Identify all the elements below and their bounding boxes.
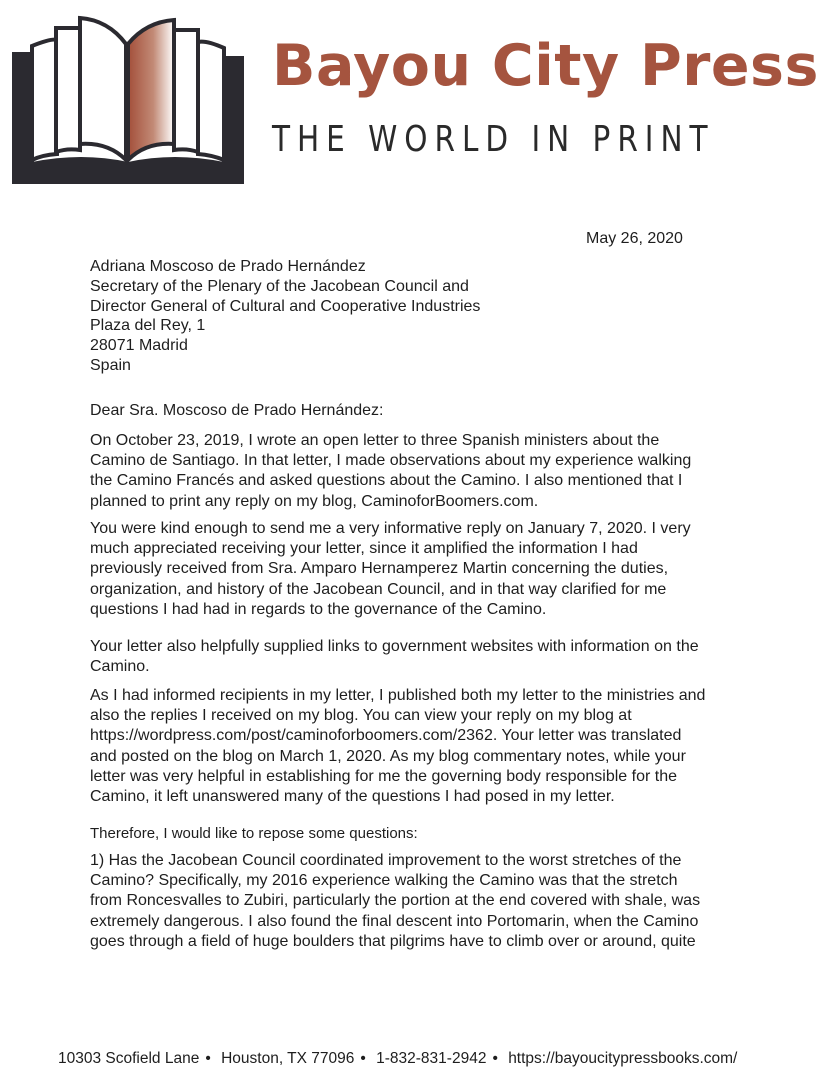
question-1: [90, 851, 750, 952]
footer-city: Houston, TX 77096: [221, 1050, 355, 1067]
text-line: from Roncesvalles to Zubiri, particularly the portion at the end covered with shale, was: [90, 892, 701, 910]
bullet-separator: •: [492, 1050, 498, 1067]
text-line: previously received from Sra. Amparo Hernamperez Martin concerning the duties,: [90, 560, 669, 578]
recipient-address: [90, 257, 480, 376]
text-line: Camino? Specifically, my 2016 experience walking the Camino was that the stretch: [90, 872, 678, 890]
salutation: Dear Sra. Moscoso de Prado Hernández:: [90, 402, 384, 419]
recipient-title-line-2: Director General of Cultural and Cooperative Industries: [90, 297, 481, 315]
text-line: questions I had had in regards to the governance of the Camino.: [90, 600, 547, 618]
text-line: On October 23, 2019, I wrote an open letter to three Spanish ministers about the: [90, 432, 660, 449]
text-line: organization, and history of the Jacobean Council, and in that way clarified for me: [90, 580, 667, 598]
letterhead: [0, 0, 840, 200]
footer-phone: 1-832-831-2942: [376, 1050, 487, 1067]
recipient-country: Spain: [90, 356, 131, 374]
footer-website: https://bayoucitypressbooks.com/: [508, 1050, 738, 1067]
text-line: letter was very helpful in establishing for me the governing body responsible for the: [90, 767, 677, 785]
text-line: goes through a field of huge boulders that pilgrims have to climb over or around, quite: [90, 932, 696, 950]
blog-url-line: https://wordpress.com/post/caminoforboomers.com/2362. Your letter was translated: [90, 727, 682, 745]
text-line: As I had informed recipients in my letter, I published both my letter to the ministries and: [90, 687, 706, 704]
text-line: You were kind enough to send me a very informative reply on January 7, 2020. I very: [90, 520, 691, 537]
bullet-separator: •: [360, 1050, 366, 1067]
text-line: 1) Has the Jacobean Council coordinated improvement to the worst stretches of the: [90, 852, 682, 869]
text-line: Camino, it left unanswered many of the questions I had posed in my letter.: [90, 788, 615, 806]
text-line: Therefore, I would like to repose some questions:: [90, 825, 418, 842]
text-line: Your letter also helpfully supplied links to government websites with information on the: [90, 638, 699, 655]
text-line: the Camino Francés and asked questions about the Camino. I also mentioned that I: [90, 472, 683, 490]
letter-date: May 26, 2020: [586, 230, 683, 247]
text-line: extremely dangerous. I also found the final descent into Portomarin, when the Camino: [90, 912, 699, 930]
brand-tagline: THE WORLD IN PRINT: [272, 119, 715, 160]
body-paragraph-4: [90, 686, 750, 807]
text-line: also the replies I received on my blog. You can view your reply on my blog at: [90, 707, 632, 725]
text-line: Camino de Santiago. In that letter, I made observations about my experience walking: [90, 452, 692, 470]
body-paragraph-2: [90, 519, 750, 620]
footer-address: 10303 Scofield Lane: [58, 1050, 200, 1067]
brand-name: Bayou City Press: [272, 33, 819, 99]
recipient-street: Plaza del Rey, 1: [90, 317, 206, 335]
text-line: and posted on the blog on March 1, 2020. As my blog commentary notes, while your: [90, 747, 686, 765]
recipient-name: Adriana Moscoso de Prado Hernández: [90, 258, 366, 275]
text-line: much appreciated receiving your letter, since it amplified the information I had: [90, 540, 638, 558]
body-paragraph-5: [90, 824, 750, 844]
body-paragraph-3: [90, 637, 750, 677]
recipient-title-line-1: Secretary of the Plenary of the Jacobean Council and: [90, 277, 469, 295]
letterhead-footer: [58, 1050, 737, 1068]
bullet-separator: •: [205, 1050, 211, 1067]
recipient-city: 28071 Madrid: [90, 337, 188, 355]
body-paragraph-1: [90, 431, 750, 512]
text-line: planned to print any reply on my blog, CaminoforBoomers.com.: [90, 492, 539, 510]
text-line: Camino.: [90, 658, 150, 676]
open-book-icon: [12, 12, 244, 184]
